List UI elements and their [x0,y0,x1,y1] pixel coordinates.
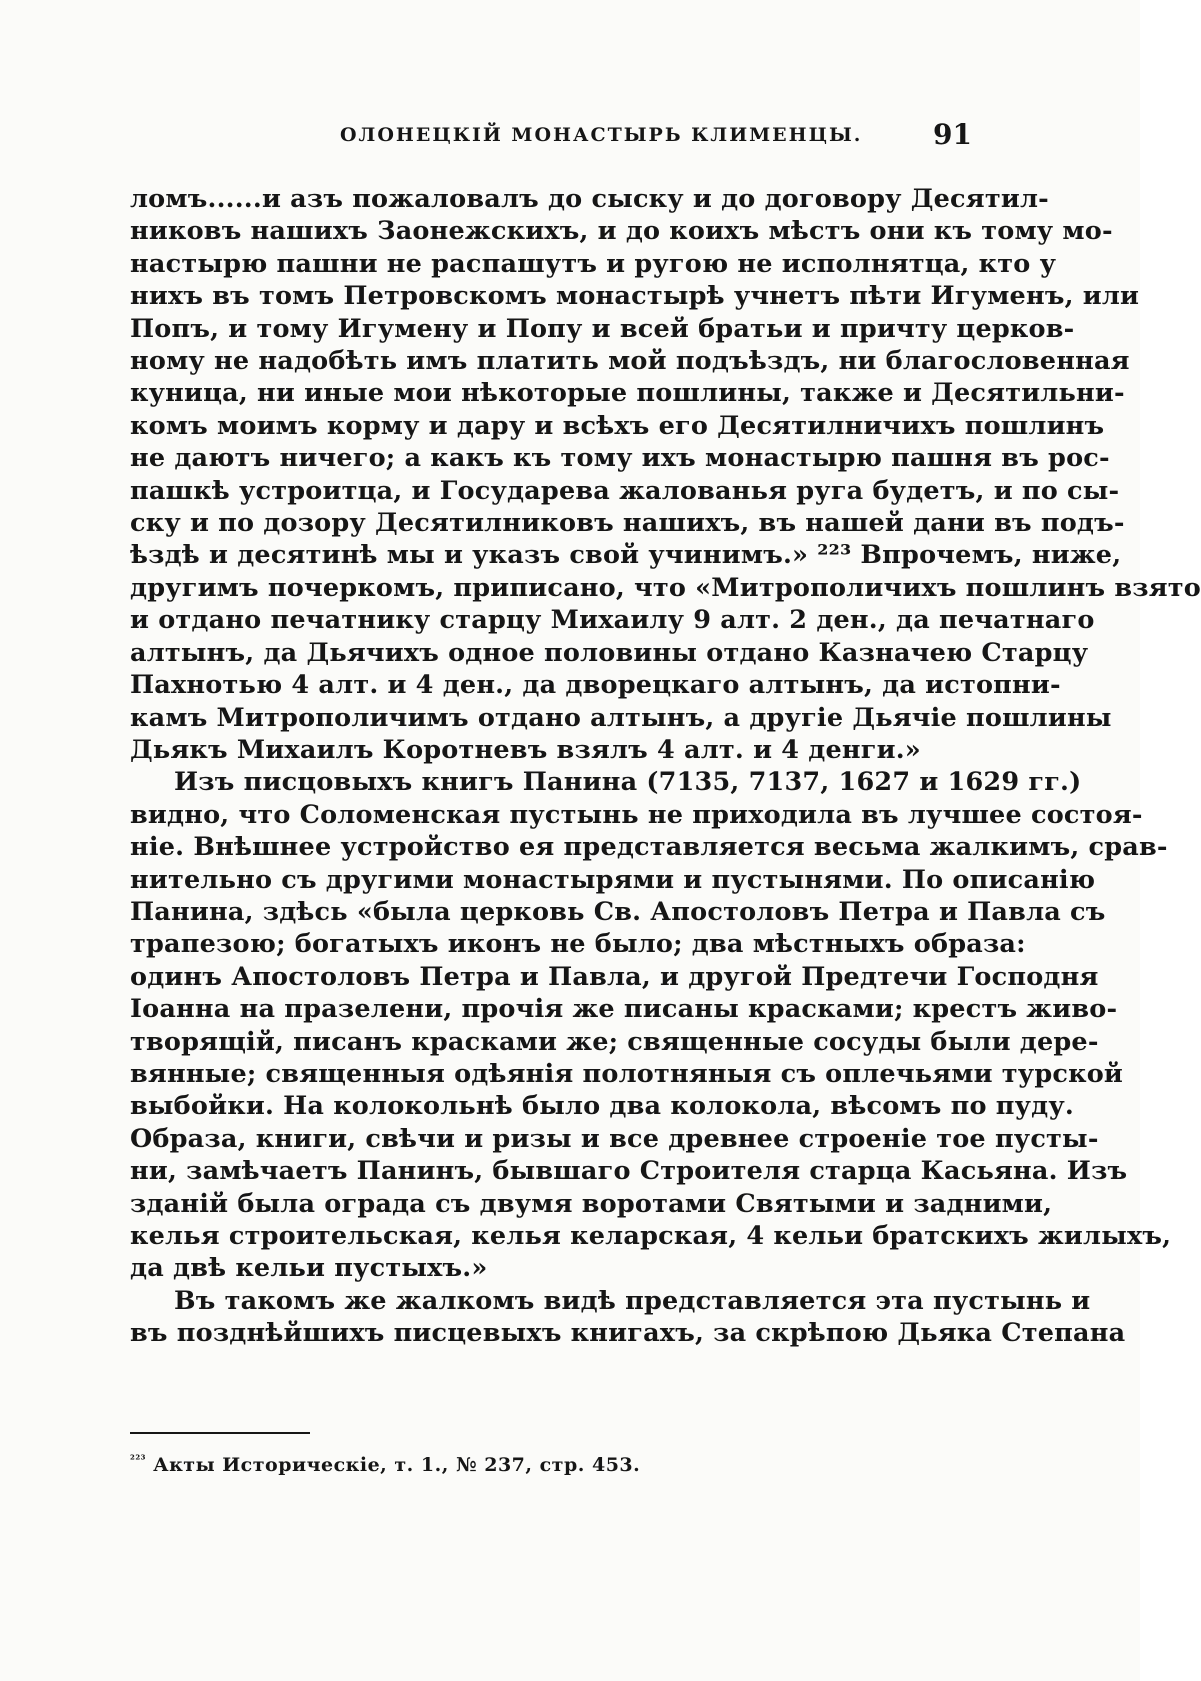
text-line: камъ Митрополичимъ отдано алтынъ, а другіе Дьячіе пошлины [130,702,1112,733]
text-line: комъ моимъ корму и дару и всѣхъ его Десятилничихъ пошлинъ [130,410,1105,441]
footnote [130,1454,640,1476]
text-line: Пахнотью 4 алт. и 4 ден., да дворецкаго алтынъ, да истопни- [130,670,1061,701]
text-line: куница, ни иные мои нѣкоторые пошлины, также и Десятильни- [130,378,1125,409]
text-line: келья строительская, келья келарская, 4 кельи братскихъ жилыхъ, [130,1221,1172,1251]
paragraph-start-line: Изъ писцовыхъ книгъ Панина (7135, 7137, 1627 и 1629 гг.) [174,767,1082,798]
footnote-rule [130,1432,310,1434]
text-line: другимъ почеркомъ, приписано, что «Митрополичихъ пошлинъ взято [130,572,1201,603]
text-line: Дьякъ Михаилъ Коротневъ взялъ 4 алт. и 4 денги.» [130,734,921,765]
text-line: творящій, писанъ красками же; священные сосуды были дере- [130,1026,1099,1057]
text-line: Попъ, и тому Игумену и Попу и всей братьи и причту церков- [130,313,1075,344]
running-title: ОЛОНЕЦКІЙ МОНАСТЫРЬ КЛИМЕНЦЫ. [340,124,863,146]
paragraph-start-line: Въ такомъ же жалкомъ видѣ представляется эта пустынь и [174,1285,1091,1316]
text-line: вянные; священныя одѣянія полотняныя съ оплечьями турской [130,1058,1124,1089]
text-line: одинъ Апостоловъ Петра и Павла, и другой Предтечи Господня [130,961,1099,992]
text-line: трапезою; богатыхъ иконъ не было; два мѣстныхъ образа: [130,929,1026,960]
text-line: настырю пашни не распашутъ и ругою не исполнятца, кто у [130,248,1057,279]
text-line: Панина, здѣсь «была церковь Св. Апостоловъ Петра и Павла съ [130,896,1106,927]
text-line: въ позднѣйшихъ писцевыхъ книгахъ, за скрѣпою Дьяка Степана [130,1318,1126,1349]
text-line: не даютъ ничего; а какъ къ тому ихъ монастырю пашня въ рос- [130,443,1110,474]
text-line: нительно съ другими монастырями и пустынями. По описанію [130,864,1096,895]
text-line: Іоанна на празелени, прочія же писаны красками; крестъ живо- [130,994,1118,1025]
text-line: никовъ нашихъ Заонежскихъ, и до коихъ мѣстъ они къ тому мо- [130,216,1113,247]
text-line: ломъ......и азъ пожаловалъ до сыску и до договору Десятил- [130,184,1049,214]
text-line: ни, замѣчаетъ Панинъ, бывшаго Строителя старца Касьяна. Изъ [130,1156,1128,1187]
text-line: нихъ въ томъ Петровскомъ монастырѣ учнетъ пѣти Игуменъ, или [130,281,1140,312]
text-line: ѣздѣ и десятинѣ мы и указъ свой учинимъ.» ²²³ Впрочемъ, ниже, [130,540,1122,571]
footnote-mark: ²²³ [130,1453,146,1466]
page-number: 91 [933,118,972,151]
text-line: алтынъ, да Дьячихъ одное половины отдано Казначею Старцу [130,637,1089,668]
text-line: Образа, книги, свѣчи и ризы и все древнее строеніе тое пусты- [130,1123,1099,1154]
text-line: видно, что Соломенская пустынь не приходила въ лучшее состоя- [130,799,1143,830]
text-line: ніе. Внѣшнее устройство ея представляется весьма жалкимъ, срав- [130,832,1168,863]
text-line: ному не надобѣть имъ платить мой подъѣздъ, ни благословенная [130,346,1130,377]
text-line: и отдано печатнику старцу Михаилу 9 алт. 2 ден., да печатнаго [130,605,1095,636]
text-line: пашкѣ устроитца, и Государева жалованья руга будетъ, и по сы- [130,475,1120,506]
page-header [130,118,980,158]
text-line: выбойки. На колокольнѣ было два колокола, вѣсомъ по пуду. [130,1091,1074,1122]
text-line: да двѣ кельи пустыхъ.» [130,1253,488,1284]
footnote-text: Акты Историческіе, т. 1., № 237, стр. 453. [153,1454,641,1476]
text-line: зданій была ограда съ двумя воротами Святыми и задними, [130,1188,1053,1219]
body-text [130,183,1201,1350]
text-line: ску и по дозору Десятилниковъ нашихъ, въ нашей дани въ подъ- [130,508,1125,539]
